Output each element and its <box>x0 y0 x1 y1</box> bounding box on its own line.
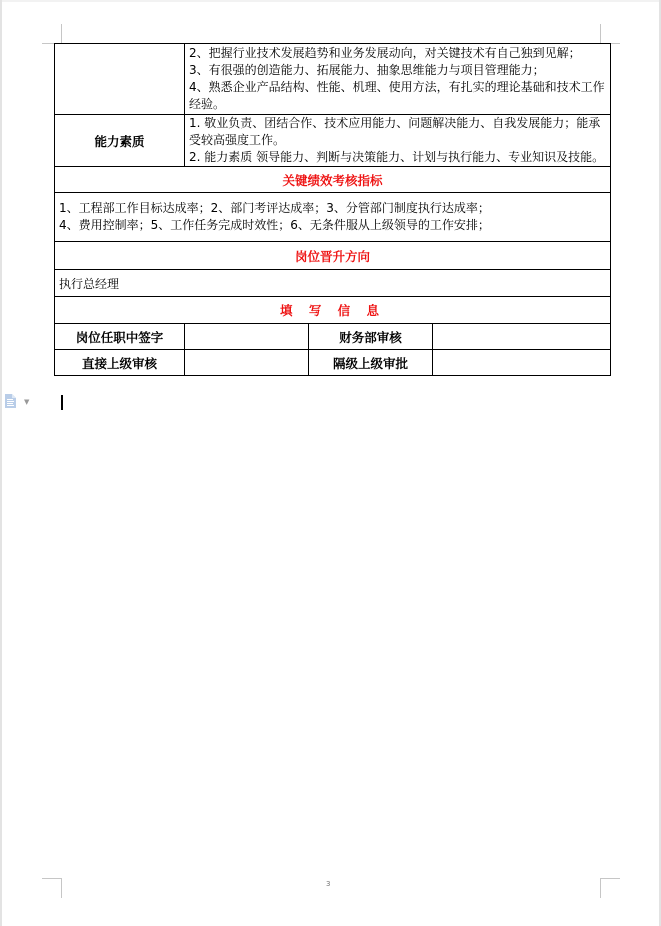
skip-level-approval-label: 隔级上级审批 <box>309 350 433 376</box>
kpi-content-row <box>55 193 611 242</box>
requirement-line: 4、熟悉企业产品结构、性能、机理、使用方法，有扎实的理论基础和技术工作经验。 <box>189 80 605 111</box>
kpi-header-row <box>55 167 611 193</box>
ability-label: 能力素质 <box>55 115 185 167</box>
crop-mark-bottom-right-v <box>600 878 601 898</box>
crop-mark-top-left-v <box>61 24 62 43</box>
paragraph-layout-icon[interactable] <box>4 394 17 408</box>
promotion-header-row <box>55 242 611 270</box>
page-left-edge <box>0 0 2 926</box>
ability-line: 1. 敬业负责、团结合作、技术应用能力、问题解决能力、自我发展能力；能承受较高强度工作。 <box>189 116 601 147</box>
promotion-content-row <box>55 270 611 297</box>
kpi-line: 1、工程部工作目标达成率；2、部门考评达成率；3、分管部门制度执行达成率； <box>59 201 490 215</box>
kpi-line: 4、费用控制率；5、工作任务完成时效性；6、无条件服从上级领导的工作安排； <box>59 218 490 232</box>
crop-mark-bottom-right-h <box>600 878 620 879</box>
crop-mark-top-right-v <box>600 24 601 43</box>
signature-row <box>55 324 611 350</box>
finance-review-field[interactable] <box>433 324 611 350</box>
signature-row <box>55 350 611 376</box>
skip-level-approval-field[interactable] <box>433 350 611 376</box>
requirements-label-cell <box>55 44 185 115</box>
finance-review-label: 财务部审核 <box>309 324 433 350</box>
fill-info-header-row <box>55 297 611 324</box>
requirements-row <box>55 44 611 115</box>
kpi-content <box>55 193 611 242</box>
requirement-line: 2、把握行业技术发展趋势和业务发展动向，对关键技术有自己独到见解； <box>189 46 581 60</box>
ability-row <box>55 115 611 167</box>
crop-mark-bottom-left-v <box>61 878 62 898</box>
promotion-value: 执行总经理 <box>55 270 611 297</box>
ability-content <box>185 115 611 167</box>
direct-supervisor-review-label: 直接上级审核 <box>55 350 185 376</box>
requirement-line: 3、有很强的创造能力、拓展能力、抽象思维能力与项目管理能力； <box>189 63 545 77</box>
text-cursor <box>61 395 63 410</box>
position-holder-signature-label: 岗位任职中签字 <box>55 324 185 350</box>
direct-supervisor-review-field[interactable] <box>185 350 309 376</box>
ability-line: 2. 能力素质 领导能力、判断与决策能力、计划与执行能力、专业知识及技能。 <box>189 150 605 164</box>
fill-info-section-header: 填 写 信 息 <box>55 297 611 324</box>
crop-mark-bottom-left-h <box>42 878 61 879</box>
dropdown-caret-icon[interactable]: ▼ <box>24 398 30 406</box>
job-description-table <box>54 43 611 376</box>
page-top-edge <box>0 0 661 2</box>
promotion-section-header: 岗位晋升方向 <box>55 242 611 270</box>
kpi-section-header: 关键绩效考核指标 <box>55 167 611 193</box>
page-number: 3 <box>326 880 331 888</box>
position-holder-signature-field[interactable] <box>185 324 309 350</box>
requirements-content <box>185 44 611 115</box>
